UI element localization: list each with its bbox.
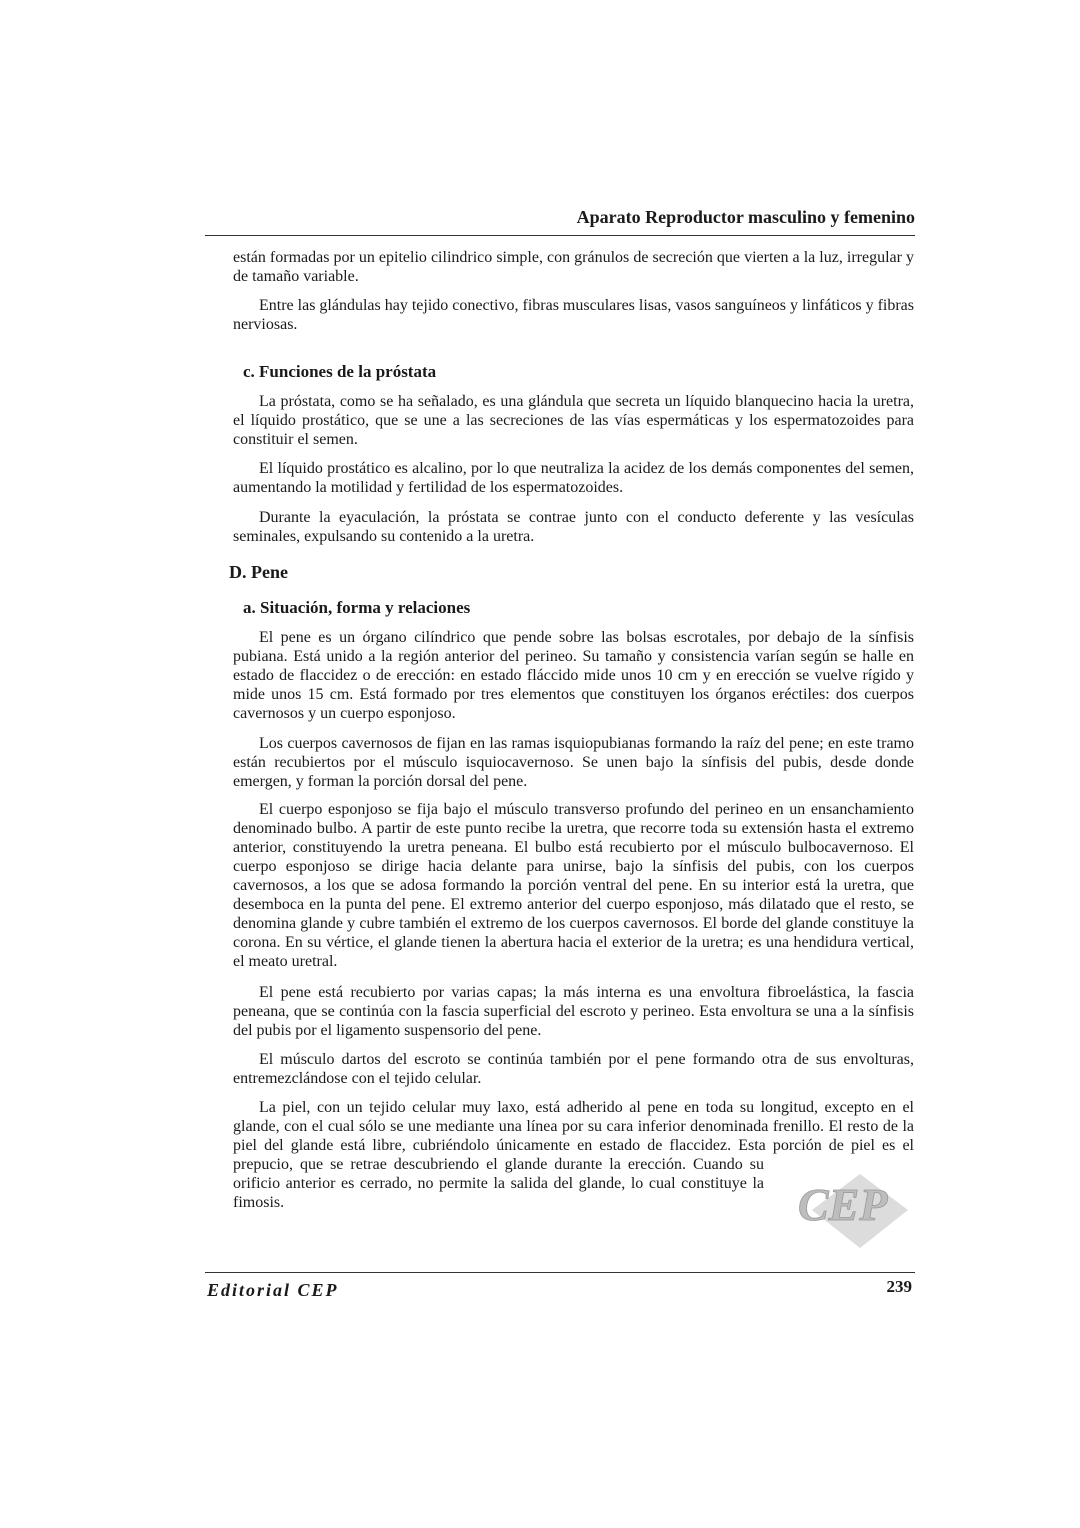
paragraph: El pene es un órgano cilíndrico que pende sobre las bolsas escrotales, por debajo de la sínfisis pubiana. Está unido a la región anterior del perineo. Su tamaño y consistencia varían según se halle en estado de flaccidez o de erección: en estado fláccido mide unos 10 cm y en erección se vuelve rígido y mide unos 15 cm. Está formado por tres elementos que constituyen los órganos eréctiles: dos cuerpos cavernosos y un cuerpo esponjoso. xyxy=(233,629,914,722)
footer-rule xyxy=(205,1272,915,1273)
paragraph: La próstata, como se ha señalado, es una glándula que secreta un líquido blanquecino hacia la uretra, el líquido prostático, que se une a las secreciones de las vías espermáticas y los espermatozoides para constituir el semen. xyxy=(233,393,914,448)
paragraph: El músculo dartos del escroto se continúa también por el pene formando otra de sus envolturas, entremezclándose con el tejido celular. xyxy=(233,1051,914,1087)
paragraph: Durante la eyaculación, la próstata se contrae junto con el conducto deferente y las vesículas seminales, expulsando su contenido a la uretra. xyxy=(233,509,914,545)
section-heading-c: c. Funciones de la próstata xyxy=(243,362,437,381)
page-number: 239 xyxy=(886,1277,912,1296)
section-heading-D: D. Pene xyxy=(229,562,288,582)
cep-logo xyxy=(790,1170,910,1250)
paragraph: Los cuerpos cavernosos de fijan en las ramas isquiopubianas formando la raíz del pene; en este tramo están recubiertos por el músculo isquiocavernoso. Se unen bajo la sínfisis del pubis, desde donde emergen, y forman la porción dorsal del pene. xyxy=(233,735,914,790)
svg-text:CEP: CEP xyxy=(798,1179,888,1230)
publisher-name: Editorial CEP xyxy=(207,1280,339,1300)
paragraph: El cuerpo esponjoso se fija bajo el músculo transverso profundo del perineo en un ensanchamiento denominado bulbo. A partir de este punto recibe la uretra, que recorre toda su extensión hasta el extremo anterior, constituyendo la uretra peneana. El bulbo está recubierto por el músculo bulbocavernoso. El cuerpo esponjoso se dirige hacia delante para unirse, bajo la sínfisis del pubis, con los cuerpos cavernosos, a los que se adosa formando la porción ventral del pene. En su interior está la uretra, que desemboca en la punta del pene. El extremo anterior del cuerpo esponjoso, más dilatado que el resto, se denomina glande y cubre también el extremo de los cuerpos cavernosos. El borde del glande constituye la corona. En su vértice, el glande tienen la abertura hacia el exterior de la uretra; es una hendidura vertical, el meato uretral. xyxy=(233,801,914,970)
running-header: Aparato Reproductor masculino y femenino xyxy=(576,207,915,227)
paragraph: El líquido prostático es alcalino, por lo que neutraliza la acidez de los demás componentes del semen, aumentando la motilidad y fertilidad de los espermatozoides. xyxy=(233,460,914,496)
section-heading-a: a. Situación, forma y relaciones xyxy=(243,598,471,617)
paragraph-text: La piel, con un tejido celular muy laxo, está adherido al pene en toda su longitud, excepto en el glande, con el cual sólo se une mediante una línea por su cara inferior denominada frenillo. El resto de la piel del glande está libre, cubriéndolo únicamente en estado de flaccidez. Esta porción de piel es el prepucio, que se retrae descubriendo el glande durante la erección. Cuando su orificio anterior es cerrado, no permite la salida del glande, lo cual constituye la fimosis. xyxy=(233,1099,914,1211)
paragraph: El pene está recubierto por varias capas; la más interna es una envoltura fibroelástica, la fascia peneana, que se continúa con la fascia superficial del escroto y perineo. Esta envoltura se una a la sínfisis del pubis por el ligamento suspensorio del pene. xyxy=(233,984,914,1039)
paragraph: están formadas por un epitelio cilindrico simple, con gránulos de secreción que vierten a la luz, irregular y de tamaño variable. xyxy=(233,249,914,285)
paragraph: Entre las glándulas hay tejido conectivo, fibras musculares lisas, vasos sanguíneos y linfáticos y fibras nerviosas. xyxy=(233,297,914,333)
header-rule xyxy=(205,235,915,236)
